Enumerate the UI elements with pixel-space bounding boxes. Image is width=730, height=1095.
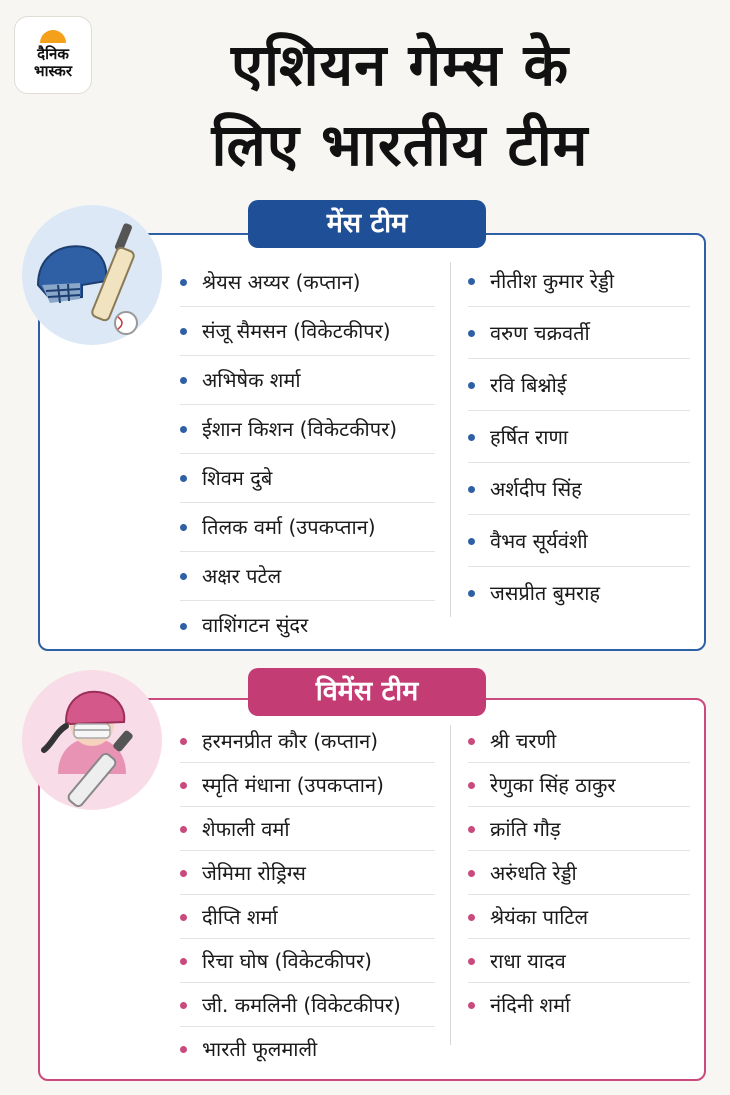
player-list-item: वैभव सूर्यवंशी bbox=[468, 515, 690, 567]
bullet-icon bbox=[180, 1046, 187, 1053]
bullet-icon bbox=[468, 914, 475, 921]
player-list-item: ईशान किशन (विकेटकीपर) bbox=[180, 405, 435, 454]
player-list-item: जी. कमलिनी (विकेटकीपर) bbox=[180, 983, 435, 1027]
column-divider bbox=[450, 262, 451, 617]
bullet-icon bbox=[468, 782, 475, 789]
bullet-icon bbox=[468, 278, 475, 285]
womens-left-column bbox=[180, 719, 435, 1071]
player-list-item: रवि बिश्नोई bbox=[468, 359, 690, 411]
bullet-icon bbox=[180, 1002, 187, 1009]
player-list-item: स्मृति मंधाना (उपकप्तान) bbox=[180, 763, 435, 807]
player-list-item: हर्षित राणा bbox=[468, 411, 690, 463]
player-list-item: श्री चरणी bbox=[468, 719, 690, 763]
page-title-line1: एशियन गेम्स के bbox=[230, 31, 569, 99]
woman-cricketer-icon bbox=[22, 670, 162, 810]
player-list-item: शिवम दुबे bbox=[180, 454, 435, 503]
bullet-icon bbox=[468, 434, 475, 441]
bullet-icon bbox=[468, 382, 475, 389]
player-list-item: जेमिमा रोड्रिग्स bbox=[180, 851, 435, 895]
player-list-item: वरुण चक्रवर्ती bbox=[468, 307, 690, 359]
player-list-item: क्रांति गौड़ bbox=[468, 807, 690, 851]
sun-icon bbox=[40, 30, 66, 43]
bullet-icon bbox=[180, 958, 187, 965]
player-list-item: रेणुका सिंह ठाकुर bbox=[468, 763, 690, 807]
player-list-item: दीप्ति शर्मा bbox=[180, 895, 435, 939]
mens-team-heading: मेंस टीम bbox=[248, 200, 486, 248]
player-list-item: जसप्रीत बुमराह bbox=[468, 567, 690, 619]
logo-text-line2: भास्कर bbox=[34, 62, 72, 80]
bullet-icon bbox=[180, 782, 187, 789]
player-list-item: हरमनप्रीत कौर (कप्तान) bbox=[180, 719, 435, 763]
bullet-icon bbox=[180, 475, 187, 482]
cricket-helmet-bat-ball-icon bbox=[22, 205, 162, 345]
mens-left-column bbox=[180, 258, 435, 650]
player-list-item: वाशिंगटन सुंदर bbox=[180, 601, 435, 650]
bullet-icon bbox=[468, 958, 475, 965]
player-list-item: तिलक वर्मा (उपकप्तान) bbox=[180, 503, 435, 552]
column-divider bbox=[450, 725, 451, 1045]
player-list-item: रिचा घोष (विकेटकीपर) bbox=[180, 939, 435, 983]
player-list-item: श्रेयस अय्यर (कप्तान) bbox=[180, 258, 435, 307]
womens-right-column bbox=[468, 719, 690, 1027]
player-list-item: भारती फूलमाली bbox=[180, 1027, 435, 1071]
bullet-icon bbox=[468, 870, 475, 877]
bullet-icon bbox=[180, 623, 187, 630]
player-list-item: नीतीश कुमार रेड्डी bbox=[468, 255, 690, 307]
womens-team-heading: विमेंस टीम bbox=[248, 668, 486, 716]
mens-right-column bbox=[468, 255, 690, 619]
bullet-icon bbox=[180, 914, 187, 921]
bullet-icon bbox=[468, 330, 475, 337]
bullet-icon bbox=[468, 590, 475, 597]
bullet-icon bbox=[180, 826, 187, 833]
bullet-icon bbox=[180, 738, 187, 745]
player-list-item: शेफाली वर्मा bbox=[180, 807, 435, 851]
bullet-icon bbox=[180, 279, 187, 286]
player-list-item: अभिषेक शर्मा bbox=[180, 356, 435, 405]
bullet-icon bbox=[180, 426, 187, 433]
player-list-item: श्रेयंका पाटिल bbox=[468, 895, 690, 939]
bullet-icon bbox=[468, 1002, 475, 1009]
bullet-icon bbox=[180, 328, 187, 335]
bullet-icon bbox=[180, 524, 187, 531]
bullet-icon bbox=[180, 377, 187, 384]
player-list-item: अर्शदीप सिंह bbox=[468, 463, 690, 515]
player-list-item: नंदिनी शर्मा bbox=[468, 983, 690, 1027]
bullet-icon bbox=[468, 486, 475, 493]
bullet-icon bbox=[468, 738, 475, 745]
bullet-icon bbox=[180, 573, 187, 580]
page-title-line2: लिए भारतीय टीम bbox=[211, 111, 589, 179]
player-list-item: अरुंधति रेड्डी bbox=[468, 851, 690, 895]
player-list-item: राधा यादव bbox=[468, 939, 690, 983]
player-list-item: अक्षर पटेल bbox=[180, 552, 435, 601]
logo-text-line1: दैनिक bbox=[37, 45, 69, 63]
bullet-icon bbox=[180, 870, 187, 877]
dainik-bhaskar-logo bbox=[14, 16, 92, 94]
player-list-item: संजू सैमसन (विकेटकीपर) bbox=[180, 307, 435, 356]
bullet-icon bbox=[468, 826, 475, 833]
bullet-icon bbox=[468, 538, 475, 545]
